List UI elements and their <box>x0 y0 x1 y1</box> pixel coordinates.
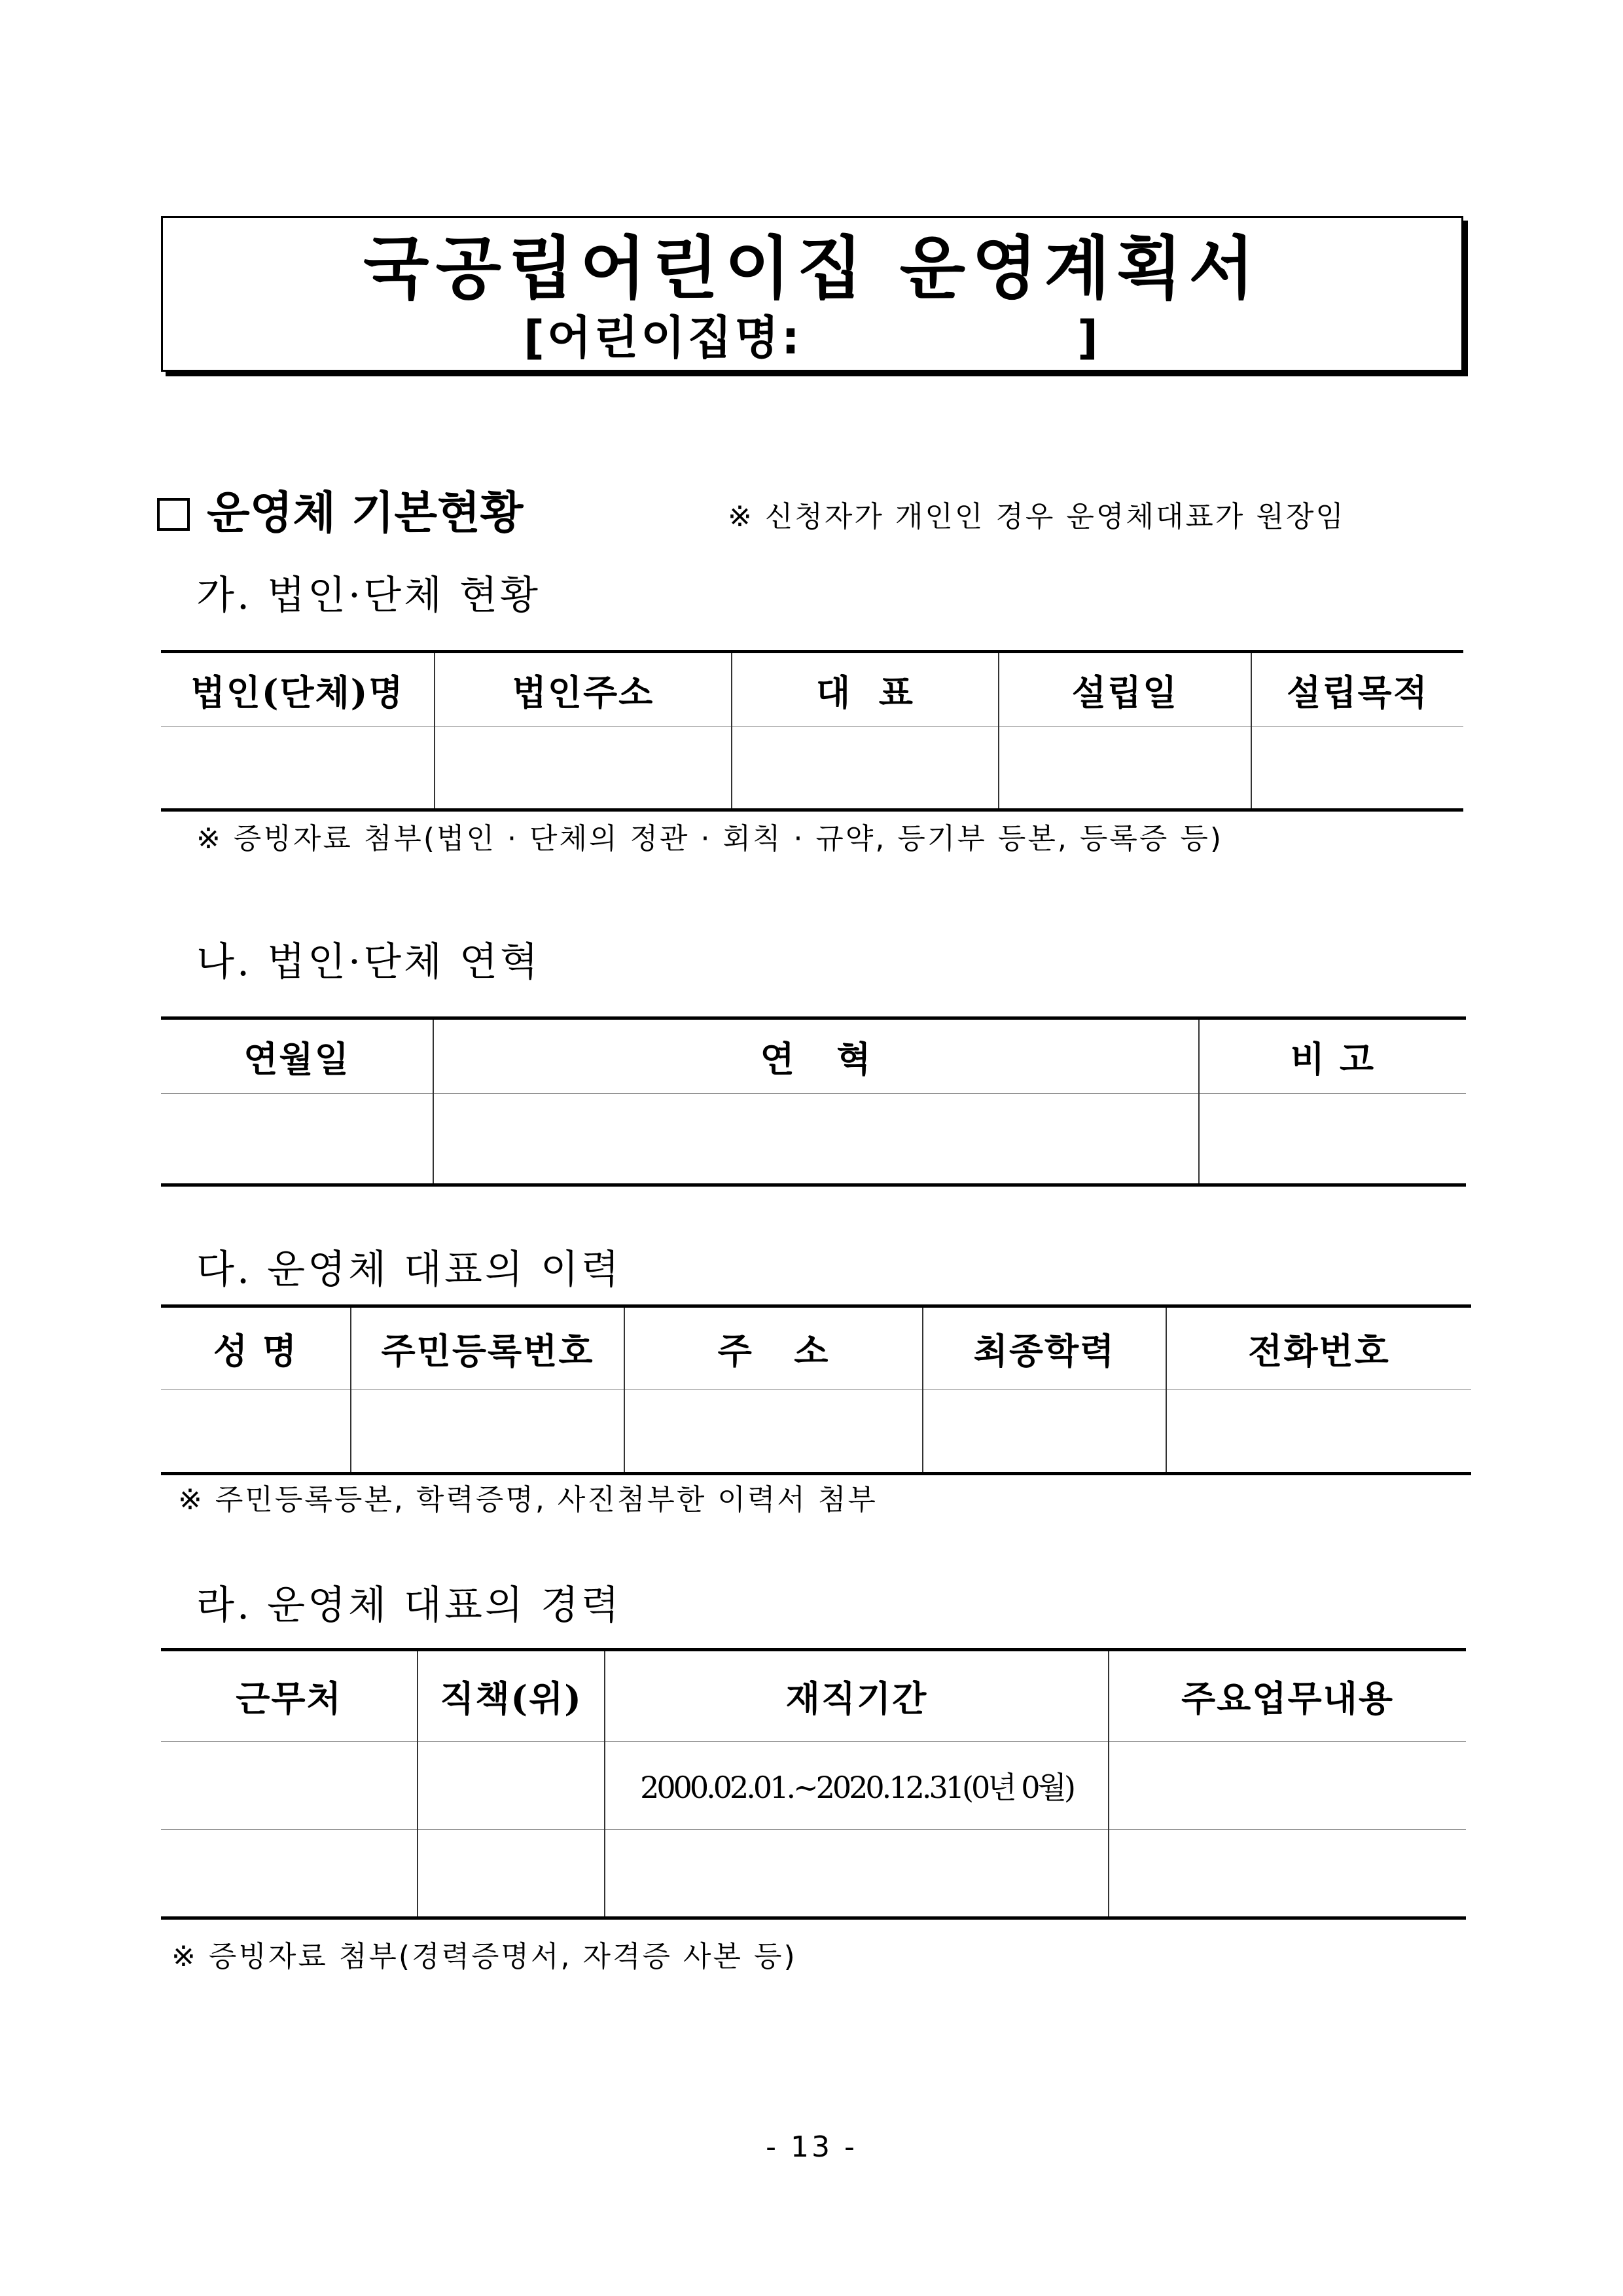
rep-address-cell[interactable] <box>624 1390 923 1474</box>
table-row <box>161 1830 1466 1918</box>
corp-purpose-cell[interactable] <box>1251 727 1463 810</box>
table-header-row <box>161 1650 1466 1742</box>
career-duties-cell[interactable] <box>1109 1742 1466 1830</box>
history-content-cell[interactable] <box>433 1094 1199 1185</box>
career-position-cell[interactable] <box>418 1742 605 1830</box>
daycare-name-line <box>163 310 1461 366</box>
table-header-row <box>161 1018 1466 1094</box>
column-header: 직책(위) <box>418 1650 605 1742</box>
career-workplace-cell[interactable] <box>161 1830 418 1918</box>
column-header: 성 명 <box>161 1306 351 1390</box>
page-number: - 13 - <box>766 2130 857 2164</box>
column-header: 근무처 <box>161 1650 418 1742</box>
rep-id-number-cell[interactable] <box>351 1390 624 1474</box>
document-title-box <box>161 216 1463 372</box>
table-row <box>161 1742 1466 1830</box>
career-workplace-cell[interactable] <box>161 1742 418 1830</box>
corp-history-heading: 나. 법인·단체 연혁 <box>196 939 541 985</box>
corp-name-cell[interactable] <box>161 727 435 810</box>
table-row <box>161 1390 1471 1474</box>
column-header: 비 고 <box>1199 1018 1466 1094</box>
rep-career-table <box>161 1648 1466 1920</box>
table-row <box>161 727 1463 810</box>
corp-address-cell[interactable] <box>435 727 732 810</box>
section-note: ※ 신청자가 개인인 경우 운영체대표가 원장임 <box>728 500 1346 533</box>
corp-status-table <box>161 650 1463 812</box>
column-header: 법인주소 <box>435 652 732 727</box>
table-header-row <box>161 1306 1471 1390</box>
rep-phone-cell[interactable] <box>1166 1390 1471 1474</box>
corp-representative-cell[interactable] <box>732 727 999 810</box>
rep-profile-heading: 다. 운영체 대표의 이력 <box>196 1247 622 1293</box>
rep-career-note: ※ 증빙자료 첨부(경력증명서, 자격증 사본 등) <box>171 1940 797 1973</box>
history-remark-cell[interactable] <box>1199 1094 1466 1185</box>
corp-founded-cell[interactable] <box>999 727 1251 810</box>
section-heading <box>157 484 524 543</box>
rep-career-heading: 라. 운영체 대표의 경력 <box>196 1583 622 1628</box>
table-header-row <box>161 652 1463 727</box>
history-date-cell[interactable] <box>161 1094 433 1185</box>
column-header: 최종학력 <box>923 1306 1166 1390</box>
career-position-cell[interactable] <box>418 1830 605 1918</box>
column-header: 연월일 <box>161 1018 433 1094</box>
career-duties-cell[interactable] <box>1109 1830 1466 1918</box>
document-title: 국공립어린이집 운영계획서 <box>363 228 1261 308</box>
rep-profile-table <box>161 1304 1471 1475</box>
section-heading-text: 운영체 기본현황 <box>207 488 524 539</box>
corp-history-table <box>161 1016 1466 1187</box>
column-header: 주민등록번호 <box>351 1306 624 1390</box>
column-header: 설립일 <box>999 652 1251 727</box>
career-period-cell[interactable]: 2000.02.01.~2020.12.31(0년 0월) <box>605 1742 1109 1830</box>
table-row <box>161 1094 1466 1185</box>
column-header: 재직기간 <box>605 1650 1109 1742</box>
corp-status-heading: 가. 법인·단체 현황 <box>196 573 541 619</box>
column-header: 대 표 <box>732 652 999 727</box>
rep-profile-note: ※ 주민등록등본, 학력증명, 사진첨부한 이력서 첨부 <box>178 1483 878 1516</box>
column-header: 전화번호 <box>1166 1306 1471 1390</box>
rep-education-cell[interactable] <box>923 1390 1166 1474</box>
checkbox-square-icon <box>157 498 190 531</box>
rep-name-cell[interactable] <box>161 1390 351 1474</box>
column-header: 연 혁 <box>433 1018 1199 1094</box>
daycare-name-label: [어린이집명: <box>523 311 803 365</box>
daycare-name-close: ] <box>1077 311 1101 365</box>
column-header: 주요업무내용 <box>1109 1650 1466 1742</box>
column-header: 주 소 <box>624 1306 923 1390</box>
column-header: 법인(단체)명 <box>161 652 435 727</box>
career-period-cell[interactable] <box>605 1830 1109 1918</box>
corp-status-note: ※ 증빙자료 첨부(법인 · 단체의 정관 · 회칙 · 규약, 등기부 등본, 등록증 등) <box>196 822 1224 855</box>
column-header: 설립목적 <box>1251 652 1463 727</box>
